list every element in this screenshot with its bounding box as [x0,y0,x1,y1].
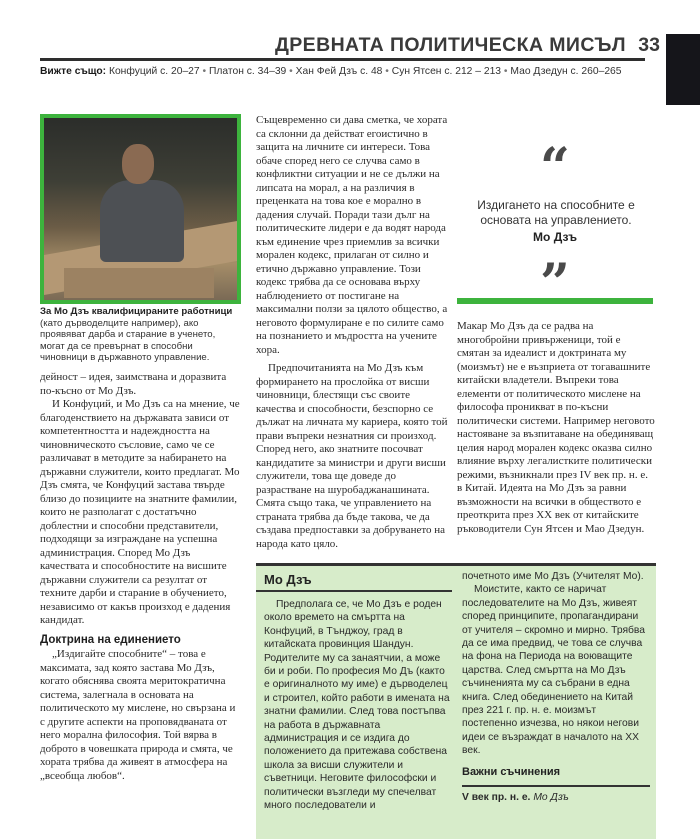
biography-box [256,563,656,839]
key-work-entry [462,791,650,804]
carpenter-photo [40,114,241,304]
quote-close-icon: ” [540,253,570,314]
page-number: 33 [638,34,660,56]
key-works-title: Важни съчинения [462,765,561,778]
section-subhead: Доктрина на единението [40,633,181,646]
photo-figure-head [122,144,154,184]
see-also-separator: • [503,66,508,77]
see-also-ref: Конфуций с. 20–27 [108,66,200,77]
see-also-separator: • [202,66,207,77]
biography-title-rule [256,590,452,592]
caption-bold: За Мо Дзъ квалифицираните работници [40,306,233,317]
key-works-rule [462,785,650,787]
see-also-separator: • [385,66,389,77]
column-2 [256,114,449,551]
biography-text: Моистите, както се наричат последователите на Мо Дзъ, живеят според принципите, пропагандирани от учителя – скромно и мирно. Трябва да се има предвид, че това се случва на фона на Периода на воюващите царства. След смъртта на Мо Дзъ съчиненията му са събрани в една книга. След обединението на Китай през 221 г. пр. н. е. моизмът постепенно изчезва, но някои негови идеи се възраждат в началото на XX век. [462,584,646,757]
col2-paragraph: Предпочитанията на Мо Дзъ към формирането на прослойка от висши чиновници, блестящи със своите качества и способности, безспорно се дължат на личната му кариера, която той прави въпреки незнатния си произход. Според него, ако знатните посочват кандидатите за министри и други висши служители, това ще доведе до разрастване на шуробаджанашината. Смята също така, че управлението на страната трябва да бъде такова, че да създава предпоставки за добруването на народа като цяло. [256,362,448,550]
see-also-separator: • [289,66,293,77]
key-work-title: Мо Дзъ [533,792,569,804]
photo-image [44,118,237,300]
see-also-ref: Мао Дзедун с. 260–265 [510,66,622,77]
biography-right-column [462,570,650,805]
caption-text: (като дърводелците например), ако проявяват дарба и старание в ученето, могат да се превърнат в способни чиновници в държавното управление. [40,317,216,363]
column-1 [40,371,241,783]
pull-quote [457,114,653,314]
key-work-date: V век пр. н. е. [462,792,531,804]
quote-text: Издигането на способните е основата на управлението. [477,198,635,227]
col1-paragraph: „Издигайте способните“ – това е максимата, зад която застава Мо Дзъ, когато обяснява своята меритократична система, залегнала в основата на политическото му мислене, но свързана и с другите аспекти на проповядваната от него морална философия. Той вярва в доброто в човешката природа и смята, че хората трябва да живеят в атмосфера на „всеобща любов“. [40,648,236,782]
photo-figure-body [100,180,184,262]
see-also-ref: Сун Ятсен с. 212 – 213 [391,66,502,77]
col3-paragraph: Макар Мо Дзъ да се радва на многобройни привърженици, той е смятан за идеалист и доктрината му (моизмът) не е възприета от тогавашните китайски владетели. Въпреки това елементи от политическото мислене на философа проникват в по-късни политически системи. Например неговото настояване за възпитаване на обединяващ целия народ морален кодекс оказва силно влияние върху легалистките политически режими, възникнали през IV век пр. н. е. в Китай. Идеята на Мо Дзъ за равни възможности на всички в обществото е преоткрита през XX век от китайските ръководители Сун Ятсен и Мао Дзедун. [457,320,655,535]
biography-text: Предполага се, че Мо Дзъ е роден около времето на смъртта на Конфуций, в Тънджоу, град в китайската провинция Шандун. Родителите му са занаятчии, а може би и роби. По професия Мо Дъ (както е оригиналното му име) е дърводелец и строител, който работи в имената на знатни фамилии. След това постъпва на работа в държавната администрация и се издига до положението да притежава собствена школа за висши служители и съветници. Неговите философски и политически възгледи му спечелват много последователи и [264,599,450,812]
photo-plank [64,268,214,298]
col1-paragraph: И Конфуций, и Мо Дзъ са на мнение, че благоденствието на държавата зависи от компетентността и надеждността на чиновническото съсловие, само че се различават в методите за набирането на държавни служители, които предлагат. Мо Дзъ смята, че Конфуций заставa твърде близо до позициите на знатните фамилии, които не разполагат с достатъчно доблестни и способни представители, подходящи за изграждане на успешна администрация. Според Мо Дзъ качествата и способностите на висшите държавни служители са резултат от техните дарби и старание в обучението, независимо от какъв произход е дадения кандидат. [40,398,240,626]
biography-text: почетното име Мо Дзъ (Учителят Мо). [462,571,644,582]
photo-caption [40,306,240,364]
chapter-title: ДРЕВНАТА ПОЛИТИЧЕСКА МИСЪЛ [274,34,626,56]
page-edge-tab [666,34,700,105]
biography-left-column [264,598,450,813]
quote-author: Мо Дзъ [533,230,577,244]
header-rule [40,58,645,61]
see-also-ref: Платон с. 34–39 [209,66,287,77]
see-also-ref: Хан Фей Дзъ с. 48 [295,66,383,77]
col1-paragraph: дейност – идея, заимствана и доразвита по-късно от Мо Дзъ. [40,371,227,397]
col2-paragraph: Същевременно си дава сметка, че хората са склонни да действат егоистично в защита на личните си интереси. Това обаче според него се случва само в конфликтни ситуации и не се дължи на липсата на морал, а на различия в преценката на това кое е морално в дадения случай. Поради тази дълг на политическите лидери е да водят народа към единение чрез приемлив за всички морален кодекс, прилаган от силно и етично държавно управление. Този кодекс трябва да се основава върху наблюдението от постигане на максимални ползи за цялото общество, а неговото формулиране е по силите само на познанието и мъдростта на учените хора. [256,114,448,356]
quote-open-icon: “ [540,137,570,198]
see-also-line [40,66,650,77]
biography-title: Мо Дзъ [264,572,312,587]
column-3 [457,320,655,536]
see-also-label: Вижте също: [40,66,107,77]
